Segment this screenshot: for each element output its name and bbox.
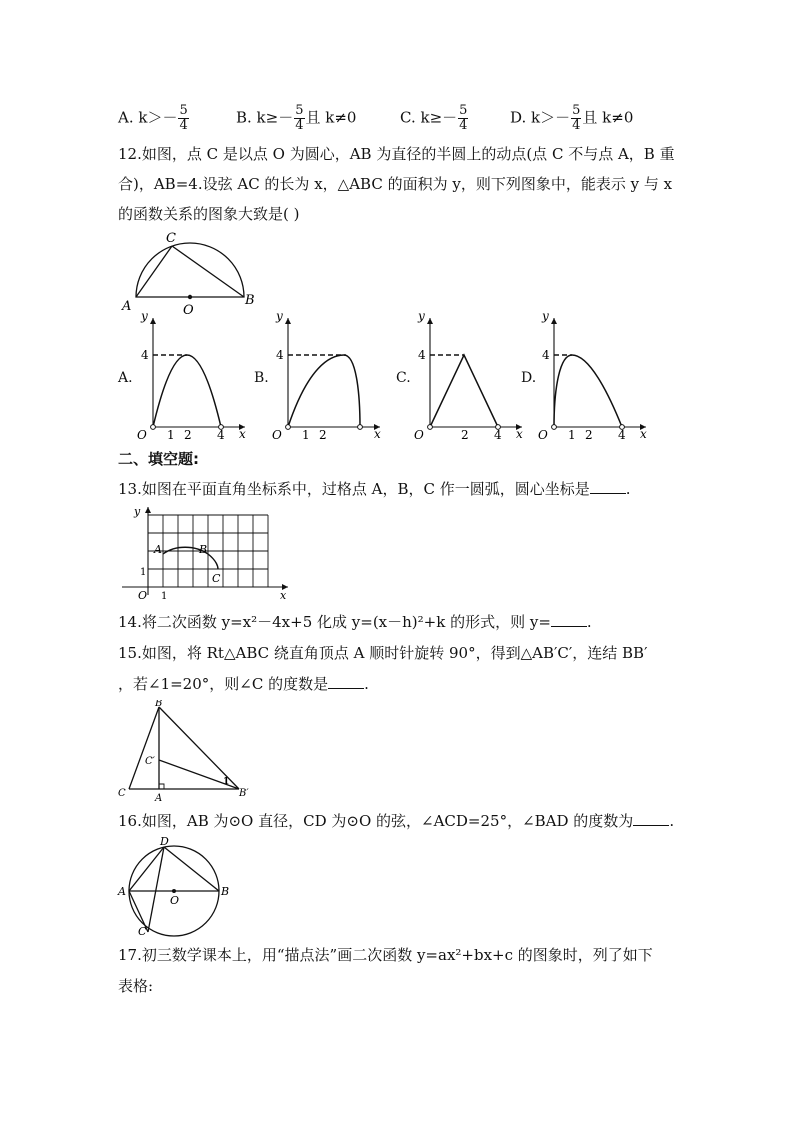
label-c: C (138, 925, 147, 937)
open-dot-origin (151, 425, 156, 430)
y-label: y (418, 312, 425, 323)
label-a: A (118, 885, 126, 898)
circle-figure (115, 832, 235, 937)
option-d-text: D. k＞－ (510, 108, 571, 127)
option-d-suffix: 且 k≠0 (582, 108, 634, 127)
label-a: A (155, 793, 163, 804)
q16-text (118, 810, 674, 832)
graph-option-a-label: A. (118, 370, 133, 386)
q12-line1: 12.如图，点 C 是以点 O 为圆心，AB 为直径的半圆上的动点(点 C 不与点 A，B 重 (118, 145, 675, 163)
y-four-label: 4 (141, 348, 149, 362)
right-angle-mark (159, 784, 164, 789)
q14-question: 14.将二次函数 y=x²－4x+5 化成 y=(x－h)²+k 的形式，则 y= (118, 613, 551, 631)
label-b: B (221, 885, 230, 898)
q12-line3: 的函数关系的图象大致是( ) (118, 205, 300, 223)
origin-label: O (272, 428, 282, 442)
curve (554, 355, 622, 427)
label-b-prime: B′ (239, 788, 249, 799)
q16-question: 16.如图，AB 为⊙O 直径，CD 为⊙O 的弦，∠ACD=25°，∠BAD 的度数为 (118, 812, 634, 830)
x-label: x (280, 589, 287, 600)
y-four-label: 4 (418, 348, 426, 362)
arc-abc (163, 547, 218, 569)
q12-line2: 合)，AB=4.设弦 AC 的长为 x，△ABC 的面积为 y，则下列图象中，能表示 y 与 x (118, 175, 673, 193)
q13-question: 13.如图在平面直角坐标系中，过格点 A，B，C 作一圆弧，圆心坐标是 (118, 480, 590, 498)
option-b (236, 104, 356, 133)
open-dot-origin (552, 425, 557, 430)
x-two-label: 2 (461, 428, 469, 442)
label-a: A (154, 543, 162, 556)
label-b: B (245, 293, 255, 308)
x-two-label: 2 (585, 428, 593, 442)
option-c (400, 104, 469, 133)
x-two-label: 2 (319, 428, 327, 442)
rotation-figure (115, 700, 255, 805)
y-four-label: 4 (276, 348, 284, 362)
triangle-graph (430, 355, 498, 427)
option-a (118, 104, 190, 133)
answer-blank[interactable] (590, 479, 626, 494)
option-b-text: B. k≥－ (236, 108, 294, 127)
q15-line2 (118, 673, 369, 695)
open-dot-end (358, 425, 363, 430)
label-d: D (160, 835, 169, 848)
x-four-label: 4 (494, 428, 502, 442)
graph-option-c-label: C. (396, 370, 411, 386)
option-b-suffix: 且 k≠0 (305, 108, 357, 127)
label-a: A (122, 299, 132, 314)
chord-cd (148, 847, 164, 932)
y-label: y (141, 312, 148, 323)
chord-bc (172, 246, 244, 297)
grid-lines (148, 515, 268, 587)
q13-end: . (625, 480, 631, 498)
y-label: y (134, 505, 141, 518)
origin-label: O (538, 428, 548, 442)
x-label: x (640, 427, 647, 441)
y-arrow (551, 318, 557, 324)
chord-ac (136, 246, 172, 297)
open-dot-origin (428, 425, 433, 430)
section-title: 二、填空题: (118, 450, 199, 468)
graph-option-d-label: D. (521, 370, 537, 386)
fraction: $\frac{5}{4}$ (459, 103, 468, 133)
open-dot-origin (286, 425, 291, 430)
origin-label: O (138, 589, 148, 600)
q14-end: . (586, 613, 592, 631)
y-arrow (150, 318, 156, 324)
x-label: x (516, 427, 523, 441)
x-one-label: 1 (167, 428, 175, 442)
curve (288, 355, 360, 427)
label-c: C (118, 788, 126, 799)
curve (153, 355, 221, 427)
q15-end: . (364, 675, 369, 693)
label-b: B (199, 543, 208, 556)
q13-text (118, 478, 631, 500)
option-a-text: A. k＞－ (118, 108, 178, 127)
x-two-label: 2 (184, 428, 192, 442)
x-one-label: 1 (302, 428, 310, 442)
center-point (172, 889, 176, 893)
graph-option-b-label: B. (254, 370, 269, 386)
semicircle-arc (136, 243, 244, 297)
q15-question: ，若∠1=20°，则∠C 的度数是 (118, 675, 329, 693)
x-one-label: 1 (568, 428, 576, 442)
x-four-label: 4 (618, 428, 626, 442)
option-d (510, 104, 633, 133)
q15-line1: 15.如图，将 Rt△ABC 绕直角顶点 A 顺时针旋转 90°，得到△AB′C′，连结 BB′ (118, 644, 648, 662)
label-c-prime: C′ (145, 756, 155, 767)
y-arrow (285, 318, 291, 324)
label-b: B (155, 700, 163, 709)
x-label: x (239, 427, 246, 441)
x-label: x (374, 427, 381, 441)
fraction: $\frac{5}{4}$ (572, 103, 581, 133)
origin-label: O (137, 428, 147, 442)
q17-line2: 表格: (118, 977, 154, 995)
graph-option-d (534, 312, 654, 442)
y-four-label: 4 (542, 348, 550, 362)
y-arrow (145, 507, 151, 513)
q16-end: . (669, 812, 675, 830)
center-point (188, 295, 192, 299)
answer-blank[interactable] (328, 674, 364, 689)
label-c: C (212, 572, 221, 585)
answer-blank[interactable] (633, 811, 669, 826)
y-label: y (542, 312, 549, 323)
q17-line1: 17.初三数学课本上，用“描点法”画二次函数 y=ax²+bx+c 的图象时，列了如下 (118, 946, 653, 964)
origin-label: O (414, 428, 424, 442)
grid-figure (120, 505, 295, 600)
graph-option-a (133, 312, 253, 442)
x-one-label: 1 (161, 591, 168, 600)
answer-blank[interactable] (551, 612, 587, 627)
y-label: y (276, 312, 283, 323)
x-four-label: 4 (217, 428, 225, 442)
semicircle-figure (118, 230, 263, 320)
angle-one-label: 1 (223, 777, 230, 787)
segment-cb (129, 707, 159, 789)
y-arrow (427, 318, 433, 324)
label-c: C (166, 231, 176, 246)
fraction: $\frac{5}{4}$ (295, 103, 304, 133)
label-o: O (183, 303, 194, 318)
option-c-text: C. k≥－ (400, 108, 458, 127)
graph-option-c (410, 312, 530, 442)
fraction: $\frac{5}{4}$ (179, 103, 188, 133)
y-one-label: 1 (140, 567, 147, 578)
graph-option-b (268, 312, 388, 442)
q14-text (118, 611, 592, 633)
label-o: O (170, 894, 180, 907)
segment-db (164, 847, 219, 891)
